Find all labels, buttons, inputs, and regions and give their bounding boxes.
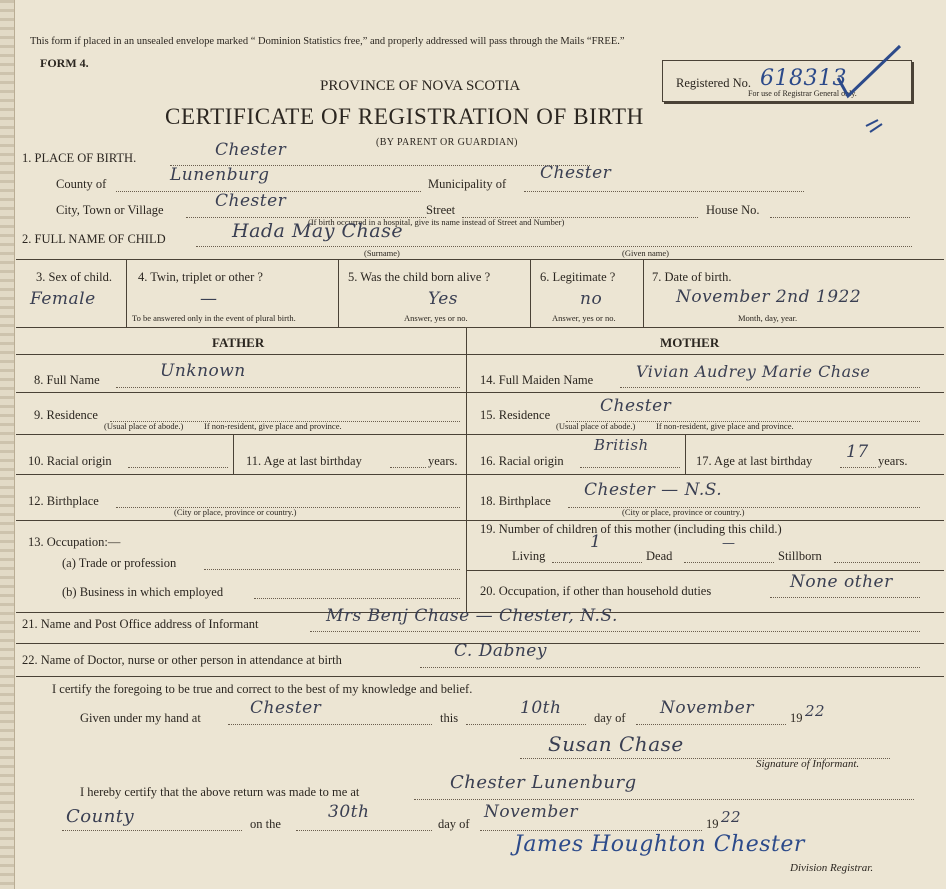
given-day-value: 10th bbox=[520, 698, 562, 718]
father-res-note-b: If non-resident, give place and province. bbox=[204, 421, 342, 431]
street-label: Street bbox=[426, 203, 456, 217]
certificate-subtitle: (BY PARENT OR GUARDIAN) bbox=[376, 137, 518, 148]
children-label: 19. Number of children of this mother (including this child.) bbox=[480, 522, 782, 536]
alive-value: Yes bbox=[428, 289, 459, 309]
sex-label: 3. Sex of child. bbox=[36, 270, 113, 284]
city-value: Chester bbox=[215, 191, 287, 211]
father-racial-label: 10. Racial origin bbox=[28, 454, 112, 468]
alive-note: Answer, yes or no. bbox=[404, 313, 468, 323]
house-no-label: House No. bbox=[706, 203, 760, 217]
mother-residence-value: Chester bbox=[600, 396, 672, 416]
hereby-label: I hereby certify that the above return was made to me at bbox=[80, 785, 360, 799]
registration-place-value: Chester Lunenburg bbox=[450, 772, 637, 793]
county-value: Lunenburg bbox=[170, 165, 270, 185]
form-number: FORM 4. bbox=[40, 56, 89, 70]
mother-residence-label: 15. Residence bbox=[480, 408, 551, 422]
child-name-label: 2. FULL NAME OF CHILD bbox=[22, 232, 166, 246]
dead-label: Dead bbox=[646, 549, 673, 563]
alive-label: 5. Was the child born alive ? bbox=[348, 270, 491, 284]
business-label: (b) Business in which employed bbox=[62, 585, 224, 599]
given-year-value: 22 bbox=[805, 702, 826, 720]
mother-name-label: 14. Full Maiden Name bbox=[480, 373, 594, 387]
mother-years-label: years. bbox=[878, 454, 908, 468]
mother-racial-label: 16. Racial origin bbox=[480, 454, 564, 468]
registered-number: 618313 bbox=[760, 66, 847, 91]
father-name-value: Unknown bbox=[160, 361, 246, 381]
father-years-label: years. bbox=[428, 454, 458, 468]
living-value: 1 bbox=[590, 532, 602, 552]
trade-label: (a) Trade or profession bbox=[62, 556, 177, 570]
mother-birthplace-value: Chester — N.S. bbox=[584, 480, 723, 500]
given-at-value: Chester bbox=[250, 698, 322, 718]
county-label: County of bbox=[56, 177, 107, 191]
living-label: Living bbox=[512, 549, 546, 563]
doctor-value: C. Dabney bbox=[454, 641, 547, 661]
mother-age-label: 17. Age at last birthday bbox=[696, 454, 813, 468]
city-label: City, Town or Village bbox=[56, 203, 164, 217]
street-note: (If birth occurred in a hospital, give its name instead of Street and Number) bbox=[308, 217, 565, 227]
legitimate-label: 6. Legitimate ? bbox=[540, 270, 616, 284]
registrar-signature: James Houghton Chester bbox=[514, 832, 805, 857]
registration-county-value: County bbox=[66, 806, 135, 827]
municipality-value: Chester bbox=[540, 163, 612, 183]
twin-value: — bbox=[200, 289, 218, 309]
mother-res-note-b: If non-resident, give place and province. bbox=[656, 421, 794, 431]
father-res-note-a: (Usual place of abode.) bbox=[104, 421, 184, 431]
legitimate-note: Answer, yes or no. bbox=[552, 313, 616, 323]
date-of-birth-label: 7. Date of birth. bbox=[652, 270, 732, 284]
province-heading: PROVINCE OF NOVA SCOTIA bbox=[320, 78, 521, 94]
signature-informant-label: Signature of Informant. bbox=[756, 758, 860, 770]
on-the-label: on the bbox=[250, 817, 281, 831]
given-month-value: November bbox=[660, 698, 754, 718]
twin-note: To be answered only in the event of plural birth. bbox=[132, 313, 296, 323]
day-of-label: day of bbox=[594, 711, 626, 725]
father-age-label: 11. Age at last birthday bbox=[246, 454, 362, 468]
mother-occupation-label: 20. Occupation, if other than household duties bbox=[480, 584, 712, 598]
place-of-birth-label: 1. PLACE OF BIRTH. bbox=[22, 151, 137, 165]
mother-name-value: Vivian Audrey Marie Chase bbox=[636, 362, 871, 381]
mother-birthplace-label: 18. Birthplace bbox=[480, 494, 551, 508]
informant-label: 21. Name and Post Office address of Informant bbox=[22, 617, 259, 631]
mother-bp-note: (City or place, province or country.) bbox=[622, 507, 745, 517]
certify-statement: I certify the foregoing to be true and correct to the best of my knowledge and belief. bbox=[52, 682, 473, 696]
this-label: this bbox=[440, 711, 459, 725]
father-bp-note: (City or place, province or country.) bbox=[174, 507, 297, 517]
given-name-note: (Given name) bbox=[622, 248, 669, 258]
certificate-title: CERTIFICATE OF REGISTRATION OF BIRTH bbox=[165, 104, 644, 129]
checkmark-icon bbox=[830, 40, 910, 140]
surname-note: (Surname) bbox=[364, 248, 400, 258]
child-name-value: Hada May Chase bbox=[232, 220, 404, 242]
informant-signature: Susan Chase bbox=[548, 732, 684, 756]
mother-age-value: 17 bbox=[846, 442, 869, 462]
twin-label: 4. Twin, triplet or other ? bbox=[138, 270, 263, 284]
mother-occupation-value: None other bbox=[790, 572, 893, 592]
father-heading: FATHER bbox=[212, 335, 265, 350]
given-under-label: Given under my hand at bbox=[80, 711, 201, 725]
registration-year-prefix: 19 bbox=[706, 817, 719, 831]
dead-value: — bbox=[722, 536, 736, 551]
date-note: Month, day, year. bbox=[738, 313, 798, 323]
division-registrar-label: Division Registrar. bbox=[790, 862, 874, 874]
registered-label: Registered No. bbox=[676, 76, 751, 90]
date-of-birth-value: November 2nd 1922 bbox=[676, 287, 862, 307]
informant-value: Mrs Benj Chase — Chester, N.S. bbox=[326, 606, 618, 626]
municipality-label: Municipality of bbox=[428, 177, 507, 191]
legitimate-value: no bbox=[580, 289, 603, 309]
registrar-note: For use of Registrar General only. bbox=[748, 89, 857, 98]
occupation-label: 13. Occupation:— bbox=[28, 535, 121, 549]
given-year-prefix: 19 bbox=[790, 711, 803, 725]
registration-month-value: November bbox=[484, 802, 578, 822]
mother-heading: MOTHER bbox=[660, 335, 720, 350]
mother-res-note-a: (Usual place of abode.) bbox=[556, 421, 636, 431]
registration-year-value: 22 bbox=[721, 808, 742, 826]
perforated-edge bbox=[0, 0, 15, 889]
father-name-label: 8. Full Name bbox=[34, 373, 100, 387]
registration-day-value: 30th bbox=[328, 802, 370, 822]
registration-day-of-label: day of bbox=[438, 817, 470, 831]
doctor-label: 22. Name of Doctor, nurse or other person in attendance at birth bbox=[22, 653, 342, 667]
stillborn-label: Stillborn bbox=[778, 549, 822, 563]
mother-racial-value: British bbox=[594, 436, 649, 454]
postal-notice: This form if placed in an unsealed envelope marked “ Dominion Statistics free,” and properly addressed will pass through the Mails “FREE.” bbox=[30, 36, 625, 47]
sex-value: Female bbox=[30, 289, 96, 309]
father-birthplace-label: 12. Birthplace bbox=[28, 494, 99, 508]
father-residence-label: 9. Residence bbox=[34, 408, 98, 422]
place-of-birth-value: Chester bbox=[215, 140, 287, 160]
